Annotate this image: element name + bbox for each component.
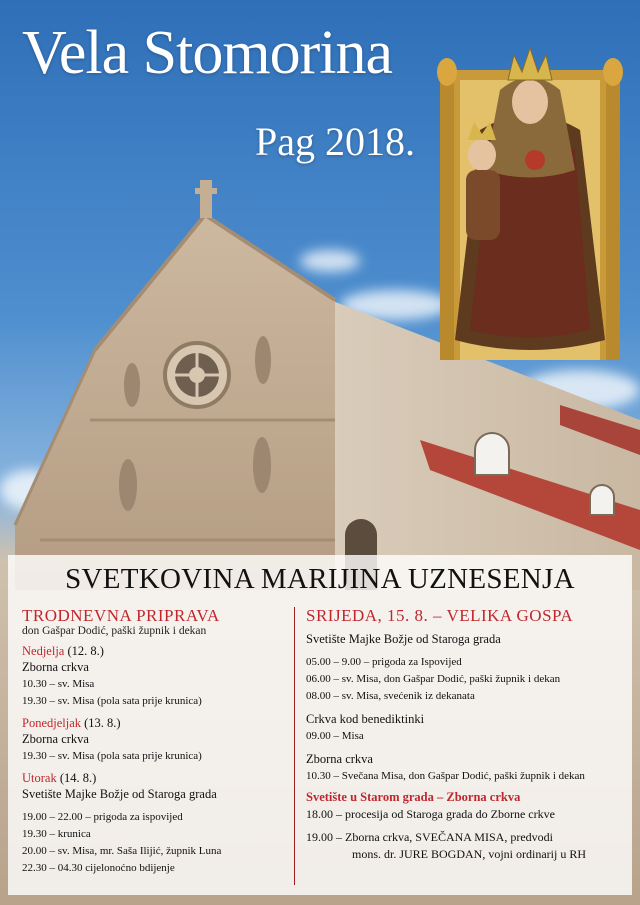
place: Svetište Majke Božje od Staroga grada [306, 632, 501, 646]
schedule-item: 19.30 – sv. Misa (pola sata prije krunica) [22, 695, 202, 707]
madonna-statue-image [430, 10, 630, 360]
schedule-item: 18.00 – procesija od Staroga grada do Zborne crkve [306, 807, 555, 821]
schedule-item: 19.00 – Zborna crkva, SVEČANA MISA, predvodi [306, 830, 553, 844]
preparation-title: TRODNEVNA PRIPRAVA [22, 606, 220, 625]
schedule-item: 19.00 – 22.00 – prigoda za ispovijed [22, 811, 183, 823]
feast-day-title: SRIJEDA, 15. 8. – VELIKA GOSPA [306, 606, 574, 625]
day-date: (12. 8.) [64, 644, 104, 658]
schedule-item: 09.00 – Misa [306, 730, 364, 742]
place: Zborna crkva [22, 732, 89, 746]
evening-program-title: Svetište u Starom grada – Zborna crkva [306, 790, 521, 804]
day-name: Nedjelja [22, 644, 65, 658]
schedule-item: 19.30 – krunica [22, 828, 91, 840]
left-column [22, 607, 287, 877]
column-divider [294, 607, 295, 885]
place: Zborna crkva [22, 660, 89, 674]
preparation-note: don Gašpar Dodić, paški župnik i dekan [22, 625, 207, 637]
program-panel [8, 555, 632, 895]
place: Svetište Majke Božje od Staroga grada [22, 787, 217, 801]
schedule-item-continuation: mons. dr. JURE BOGDAN, vojni ordinarij u RH [352, 847, 586, 861]
schedule-item: 10.30 – sv. Misa [22, 678, 95, 690]
day-name: Ponedjeljak [22, 716, 82, 730]
schedule-item: 08.00 – sv. Misa, svećenik iz dekanata [306, 690, 475, 702]
schedule-item: 22.30 – 04.30 cijelonoćno bdijenje [22, 862, 175, 874]
poster-subtitle: Pag 2018. [255, 119, 415, 164]
day-heading [22, 644, 287, 659]
day-name: Utorak [22, 771, 57, 785]
day-date: (14. 8.) [56, 771, 97, 785]
day-heading [22, 771, 287, 786]
schedule-item: 19.30 – sv. Misa (pola sata prije krunica) [22, 750, 202, 762]
day-date: (13. 8.) [81, 716, 121, 730]
place: Crkva kod benediktinki [306, 712, 425, 726]
schedule-item: 20.00 – sv. Misa, mr. Saša Ilijić, župnik Luna [22, 845, 222, 857]
day-heading [22, 716, 287, 731]
poster-title: Vela Stomorina [22, 19, 392, 87]
schedule-item: 10.30 – Svečana Misa, don Gašpar Dodić, paški župnik i dekan [306, 770, 585, 782]
program-heading: SVETKOVINA MARIJINA UZNESENJA [65, 563, 575, 595]
right-column [306, 607, 626, 863]
schedule-item: 06.00 – sv. Misa, don Gašpar Dodić, paški župnik i dekan [306, 673, 561, 685]
place: Zborna crkva [306, 752, 373, 766]
schedule-item: 05.00 – 9.00 – prigoda za Ispovijed [306, 656, 462, 668]
